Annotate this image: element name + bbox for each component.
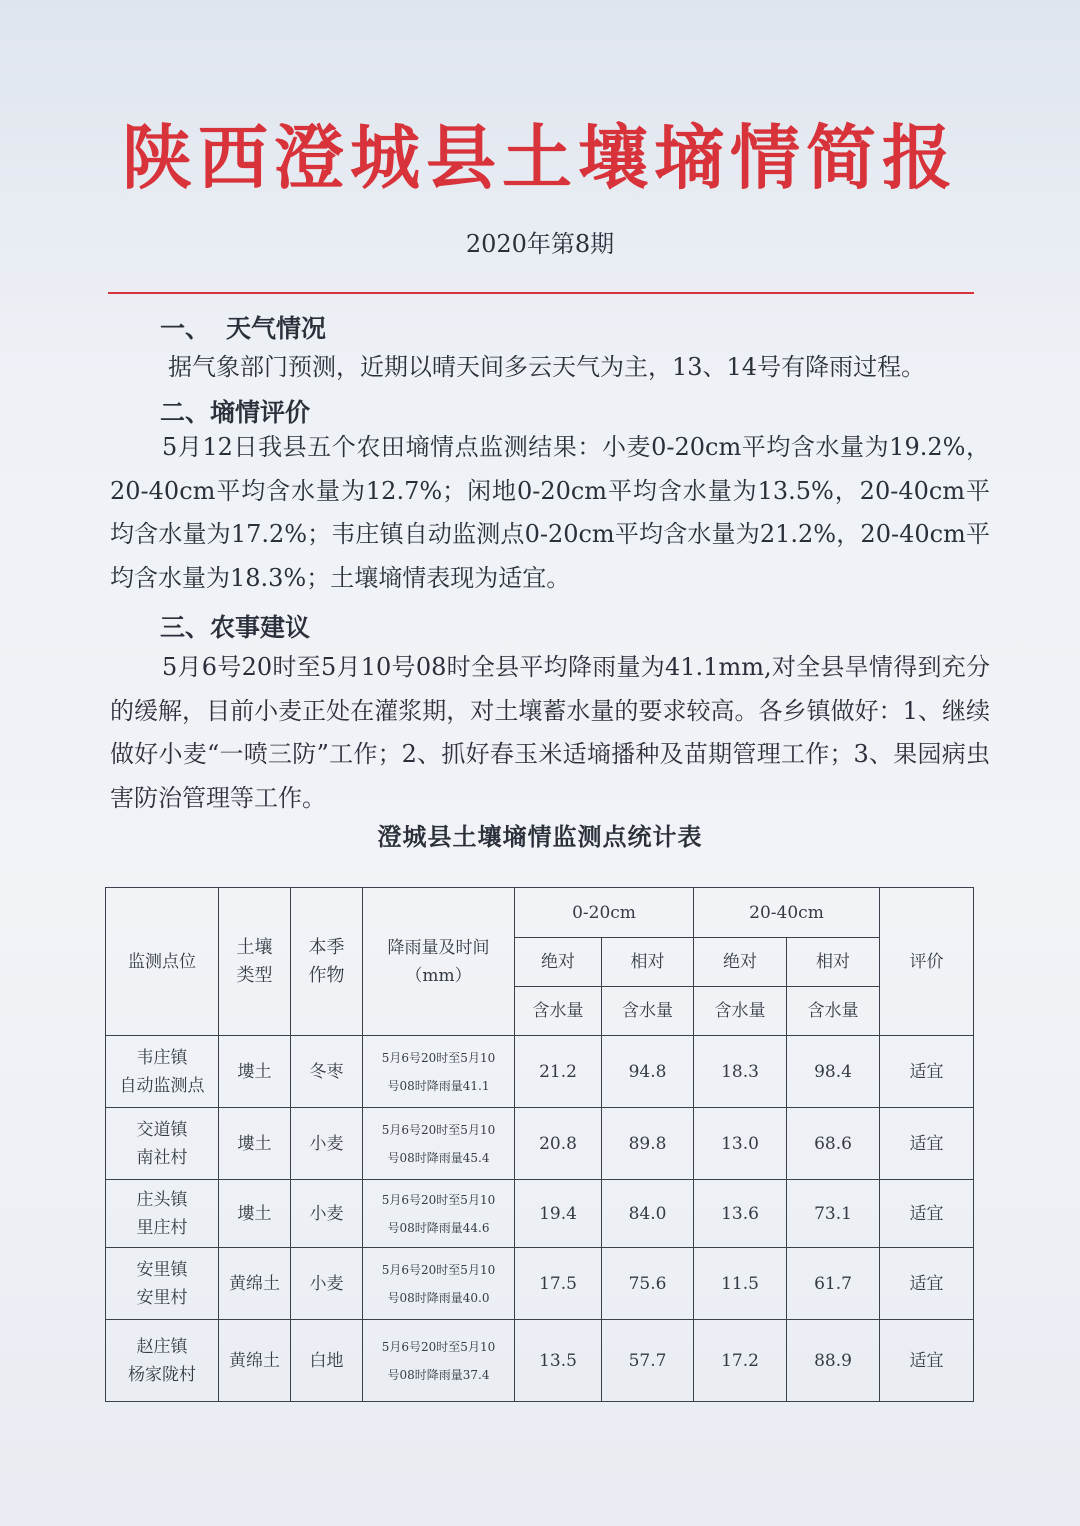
cell-crop: 小麦: [291, 1180, 363, 1248]
header-site: 监测点位: [106, 888, 219, 1036]
header-depth-20-40: 20-40cm: [694, 888, 880, 938]
cell-rel-0-20: 89.8: [602, 1108, 694, 1180]
section-paragraph-moisture: 5月12日我县五个农田墒情点监测结果：小麦0-20cm平均含水量为19.2%，20-40cm平均含水量为12.7%；闲地0-20cm平均含水量为13.5%，20-40cm平均含水量为17.2%；韦庄镇自动监测点0-20cm平均含水量为21.2%，20-40cm平均含水量为18.3%；土壤墒情表现为适宜。: [110, 433, 990, 592]
site-village: 里庄村: [136, 1217, 188, 1238]
header-absolute: 绝对: [694, 938, 787, 987]
header-relative: 相对: [602, 938, 694, 987]
header-moisture: 含水量: [602, 987, 694, 1036]
header-absolute: 绝对: [515, 938, 602, 987]
cell-rainfall: [363, 1320, 515, 1402]
rainfall-line1: 5月6号20时至5月10: [381, 1050, 496, 1065]
issue-number: 2020年第8期: [465, 230, 615, 258]
section-heading-advice: [160, 611, 310, 645]
table-header-row: [106, 888, 974, 938]
header-soil-type-line1: 土壤: [236, 936, 273, 958]
cell-evaluation: 适宜: [880, 1180, 974, 1248]
cell-rel-0-20: 75.6: [602, 1248, 694, 1320]
header-rainfall-line1: 降雨量及时间: [387, 937, 490, 958]
cell-crop: 小麦: [291, 1108, 363, 1180]
site-village: 杨家陇村: [128, 1364, 196, 1385]
table-row: [106, 1248, 974, 1320]
header-rainfall-line2: （mm）: [405, 965, 472, 986]
header-soil-type-line2: 类型: [236, 964, 273, 986]
site-town: 赵庄镇: [136, 1336, 188, 1357]
section-paragraph-advice: 5月6号20时至5月10号08时全县平均降雨量为41.1mm,对全县旱情得到充分的缓解，目前小麦正处在灌浆期，对土壤蓄水量的要求较高。各乡镇做好：1、继续做好小麦“一喷三防”工作；2、抓好春玉米适墒播种及苗期管理工作；3、果园病虫害防治管理等工作。: [110, 653, 990, 812]
title-divider: [108, 292, 974, 294]
cell-abs-20-40: 13.6: [694, 1180, 787, 1248]
cell-rel-0-20: 94.8: [602, 1036, 694, 1108]
cell-site: [106, 1320, 219, 1402]
table-row: [106, 1108, 974, 1180]
rainfall-line1: 5月6号20时至5月10: [381, 1339, 496, 1354]
header-crop-line2: 作物: [308, 964, 345, 986]
table-title: 澄城县土壤墒情监测点统计表: [377, 823, 703, 851]
cell-rel-20-40: 98.4: [787, 1036, 880, 1108]
cell-abs-0-20: 17.5: [515, 1248, 602, 1320]
header-depth-0-20: 0-20cm: [515, 888, 694, 938]
section-heading-weather: [160, 312, 326, 346]
site-town: 交道镇: [136, 1119, 188, 1140]
cell-soil: 塿土: [219, 1180, 291, 1248]
site-village: 安里村: [136, 1287, 188, 1308]
cell-rel-20-40: 61.7: [787, 1248, 880, 1320]
cell-abs-20-40: 11.5: [694, 1248, 787, 1320]
cell-crop: 冬枣: [291, 1036, 363, 1108]
rainfall-line2: 号08时降雨量37.4: [387, 1367, 490, 1382]
header-rainfall: [363, 888, 515, 1036]
site-town: 安里镇: [136, 1259, 188, 1280]
cell-site: [106, 1248, 219, 1320]
header-crop: [291, 888, 363, 1036]
cell-site: [106, 1108, 219, 1180]
table-row: [106, 1320, 974, 1402]
cell-rel-0-20: 57.7: [602, 1320, 694, 1402]
table-row: [106, 1036, 974, 1108]
cell-abs-20-40: 17.2: [694, 1320, 787, 1402]
cell-rel-20-40: 73.1: [787, 1180, 880, 1248]
section-number: 三、: [160, 613, 211, 642]
rainfall-line1: 5月6号20时至5月10: [381, 1122, 496, 1137]
cell-abs-20-40: 13.0: [694, 1108, 787, 1180]
cell-crop: 小麦: [291, 1248, 363, 1320]
cell-crop: 白地: [291, 1320, 363, 1402]
cell-soil: 塿土: [219, 1108, 291, 1180]
cell-rainfall: [363, 1180, 515, 1248]
rainfall-line1: 5月6号20时至5月10: [381, 1192, 496, 1207]
cell-rainfall: [363, 1036, 515, 1108]
cell-evaluation: 适宜: [880, 1036, 974, 1108]
header-moisture: 含水量: [515, 987, 602, 1036]
rainfall-line2: 号08时降雨量45.4: [387, 1150, 490, 1165]
site-town: 庄头镇: [136, 1189, 188, 1210]
header-soil-type: [219, 888, 291, 1036]
header-moisture: 含水量: [694, 987, 787, 1036]
cell-abs-20-40: 18.3: [694, 1036, 787, 1108]
rainfall-line2: 号08时降雨量40.0: [387, 1290, 490, 1305]
table-row: [106, 1180, 974, 1248]
cell-evaluation: 适宜: [880, 1248, 974, 1320]
cell-rel-0-20: 84.0: [602, 1180, 694, 1248]
cell-soil: 黄绵土: [219, 1320, 291, 1402]
cell-site: [106, 1180, 219, 1248]
section-number: 二、: [160, 398, 211, 427]
section-heading-text: 农事建议: [210, 613, 311, 642]
cell-abs-0-20: 21.2: [515, 1036, 602, 1108]
cell-abs-0-20: 20.8: [515, 1108, 602, 1180]
cell-rainfall: [363, 1248, 515, 1320]
rainfall-line1: 5月6号20时至5月10: [381, 1262, 496, 1277]
section-number: 一、: [160, 314, 211, 343]
site-village: 南社村: [136, 1147, 188, 1168]
moisture-stats-table: [105, 887, 974, 1402]
cell-site: [106, 1036, 219, 1108]
header-moisture: 含水量: [787, 987, 880, 1036]
cell-evaluation: 适宜: [880, 1108, 974, 1180]
section-heading-moisture: [160, 396, 310, 430]
site-town: 韦庄镇: [136, 1047, 188, 1068]
section-paragraph-weather: 据气象部门预测，近期以晴天间多云天气为主，13、14号有降雨过程。: [168, 353, 926, 381]
cell-rainfall: [363, 1108, 515, 1180]
rainfall-line2: 号08时降雨量41.1: [387, 1078, 490, 1093]
cell-abs-0-20: 13.5: [515, 1320, 602, 1402]
header-crop-line1: 本季: [308, 936, 345, 958]
cell-soil: 黄绵土: [219, 1248, 291, 1320]
cell-evaluation: 适宜: [880, 1320, 974, 1402]
section-heading-text: 天气情况: [226, 314, 327, 343]
section-heading-text: 墒情评价: [210, 398, 311, 427]
header-evaluation: 评价: [880, 888, 974, 1036]
header-relative: 相对: [787, 938, 880, 987]
cell-abs-0-20: 19.4: [515, 1180, 602, 1248]
rainfall-line2: 号08时降雨量44.6: [387, 1220, 490, 1235]
cell-soil: 塿土: [219, 1036, 291, 1108]
cell-rel-20-40: 88.9: [787, 1320, 880, 1402]
site-village: 自动监测点: [119, 1075, 205, 1096]
cell-rel-20-40: 68.6: [787, 1108, 880, 1180]
bulletin-title: 陕西澄城县土壤墒情简报: [122, 116, 958, 199]
